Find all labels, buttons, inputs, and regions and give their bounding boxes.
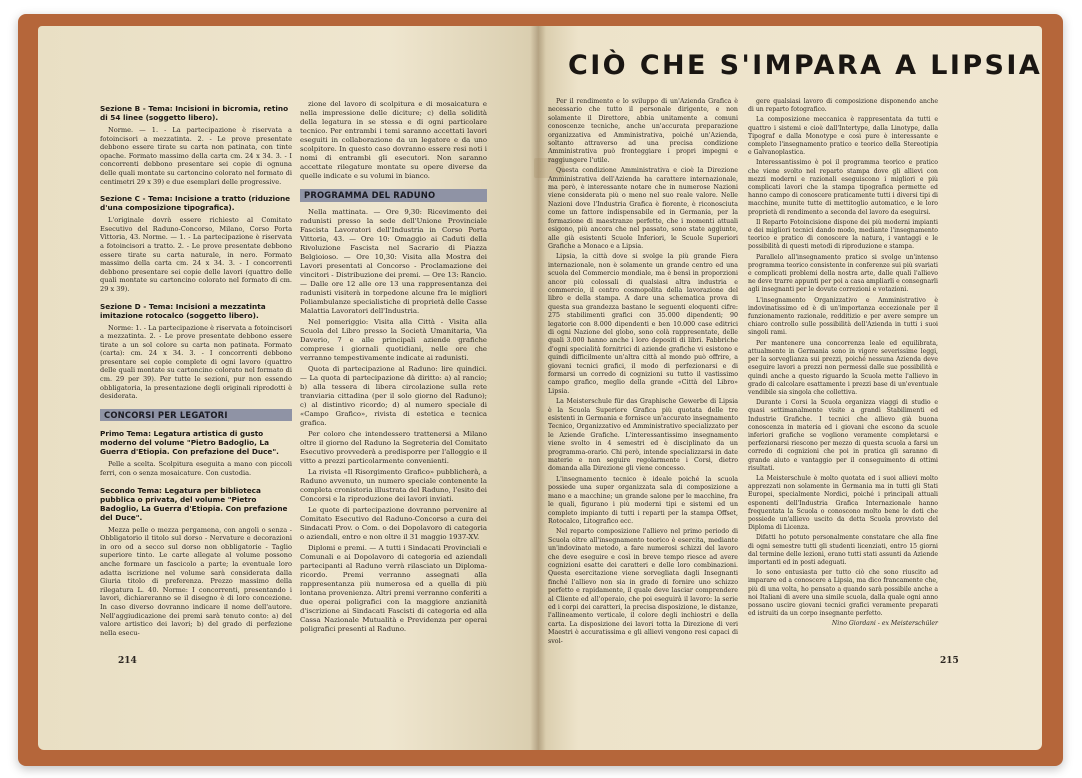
paragraph: Pelle a scelta. Scolpitura eseguita a mano con piccoli ferri, con o senza mosaicature. Con custodia.	[100, 460, 292, 478]
paragraph: Nella mattinata. — Ore 9,30: Ricevimento dei radunisti presso la sede dell'Unione Provinciale Fascista Lavoratori dell'Industria in Corso Porta Vittoria, 43. — Ore 10: Omaggio ai Caduti della Rivoluzione Fascista nel Sacrario di Piazza Belgioioso. — Ore 10,30: Visita alla Mostra dei Lavori presentati al Concorso - Proclamazione dei vincitori - Distribuzione dei premi. — Ore 13: Rancio. — Dalle ore 12 alle ore 13 una rappresentanza dei radunisti visiterà in torpedone alcune fra le migliori Poliambulanze specialistiche di proprietà delle Casse Malattia Lavoratori dell'Industria.	[300, 208, 487, 315]
paragraph: Mezza pelle o mezza pergamena, con angoli o senza - Obbligatorio il titolo sul dorso - Nervature e decorazioni in oro od a secco sul dorso non obbligatorie - Taglio superiore tinto. Le carte allegate al volume possono anche formare un fascicolo a parte; la eventuale loro adatta iscrizione nel volume sarà considerata dalla Giuria titolo di preferenza. Prezzo massimo della rilegatura L. 40. Norme: I concorrenti, presentando i lavori, dichiareranno se il disegno è di loro concezione. In caso diverso dovranno indicare il nome dell'autore. Nell'aggiudicazione dei premi sarà tenuto conto: a) del valore artistico dei lavori; b) del grado di perfezione nella esecu-	[100, 525, 292, 637]
page-number-left: 214	[118, 656, 137, 666]
paragraph: Per il rendimento e lo sviluppo di un'Azienda Grafica è necessario che tutto il personale dirigente, e non solamente il Direttore, abbia unitamente a comuni conoscenze tecniche, anche un'accurata preparazione organizzativa ed Amministrativa, poiché un'Azienda, soltanto attraverso ad una precisa condizione Amministrativa può fronteggiare i propri impegni e raggiungere l'utile.	[548, 98, 738, 164]
paragraph: Le quote di partecipazione dovranno pervenire al Comitato Esecutivo del Raduno-Concorso a cura dei Sindacati Prov. o Com. o dei Dopolavoro di categoria o aziendali, entro e non oltre il 31 maggio 1937-XV.	[300, 506, 487, 541]
paragraph: Lipsia, la città dove si svolge la più grande Fiera internazionale, non è solamente un grande centro ed una scuola del Commercio mondiale, ma è bensì in proporzioni ancor più colossali di qualsiasi altra industria e commercio, il centro cosmopolita della lavorazione del libro e della stampa. A dare una schematica prova di questa sua grandezza bastano le seguenti eloquenti cifre: 275 stabilimenti grafici con 35.000 dipendenti; 90 legatorie con 8.000 dipendenti e ben 10.000 case editrici di ogni Nazione del globo, sono colà rappresentate, delle quali 3.000 hanno anche i loro depositi di libri. Fabbriche d'ogni specialità fornitrici di aziende grafiche vi esistono e quindi difficilmente un'altra città al mondo può offrire, a giovani tecnici grafici, il modo di perfezionarsi e di formarsi un corredo di cognizioni su tutto il vastissimo campo grafico, meglio della grande «Città del Libro» Lipsia.	[548, 253, 738, 395]
section-heading: Secondo Tema: Legatura per biblioteca pubblica o privata, del volume "Pietro Badoglio, La Guerra d'Etiopia. Con prefazione del Duce".	[100, 485, 288, 522]
section-heading: Sezione C - Tema: Incisione a tratto (riduzione d'una composizione tipografica).	[100, 194, 291, 213]
paragraph: Durante i Corsi la Scuola organizza viaggi di studio e quasi settimanalmente visite a grandi Stabilimenti ed Industrie Grafiche. I tecnici che allievo già buona conoscenza in materia ed i giovani che escono da scuole inferiori grafiche se vogliono veramente completarsi e perfezionarsi riescono per mezzo di questa scuola a farsi un corredo di cognizioni che poi in pratica gli saranno di grande aiuto e vantaggio per il conseguimento di ottimi risultati.	[748, 399, 938, 472]
paragraph: Interessantissimo è poi il programma teorico e pratico che viene svolto nel reparto stampa dove gli allievi con mezzi moderni e razionali eseguiscono i migliori e più complicati lavori che la stampa tipografica permette ed hanno campo di conoscere praticamente tutti i diversi tipi di macchine, munite tutte di mettitoglio automatico, e le loro proprietà di rendimento a seconda del lavoro da eseguirsi.	[748, 159, 938, 216]
paragraph: Difatti ho potuto personalmente constatare che alla fine di ogni semestre tutti gli studenti licenziati, entro 15 giorni dal termine delle lezioni, erano tutti stati assunti da Aziende importanti ed in posti adeguati.	[748, 534, 938, 566]
left-page-column-1	[100, 96, 292, 639]
paragraph: Diplomi e premi. — A tutti i Sindacati Provinciali e Comunali e ai Dopolavoro di categoria ed aziendali partecipanti al Raduno verrà rilasciato un Diploma-ricordo. Premi verranno assegnati alla rappresentanza più numerosa ed a quella di più lontana provenienza. Altri premi verranno conferiti a due operai poligrafici con la maggiore anzianità d'iscrizione ai Sindacati Fascisti di categoria ed alla Cassa Nazionale Mutualità e Previdenza per operai poligrafici presenti al Raduno.	[300, 544, 487, 633]
paragraph: zione del lavoro di scolpitura e di mosaicatura e nella impressione delle diciture; c) della solidità della legatura in se stessa e di ogni particolare tecnico. Per entrambi i temi saranno accettati lavori eseguiti in collaborazione da un legatore e da uno scolpitore. In questo caso dovranno essere resi noti i nomi di entrambi gli esecutori. Non saranno accettate rilegature montate su opere diverse da quelle indicate e su volumi in bianco.	[300, 100, 487, 180]
paragraph: La Meisterschule für das Graphische Gewerbe di Lipsia è la Scuola Superiore Grafica più quotata delle tre esistenti in Germania e fornisce un'accurato insegnamento Tecnico, Organizzativo ed Amministrativo specializzato per le Aziende Grafiche. L'interessantissimo insegnamento viene svolto in 4 semestri ed è disciplinato da un programma-orario. Chi però, intende specializzarsi in date materie e non seguire regolarmente i Corsi, dietro domanda alla Direzione gli viene concesso.	[548, 398, 738, 473]
paragraph: gere qualsiasi lavoro di composizione disponendo anche di un reparto fotografico.	[748, 98, 938, 114]
paragraph: Norme: 1. - La partecipazione è riservata a fotoincisori a mezzatinta. 2. - Le prove presentate debbono essere tirate a un sol colore su carta non patinata. Formato (carta): cm. 24 x 34. 3. - I concorrenti debbono presentare sei copie complete di ogni lavoro (quattro delle quali montate su cartoncino colorato nel formato di cm. 29 per 39). Per tutte le sezioni, pur non essendo obbligatoria, la presentazione degli originali riprodotti è desiderata.	[100, 323, 292, 401]
paragraph: La Meisterschule è molto quotata ed i suoi allievi molto apprezzati non solamente in Germania ma in tutti gli Stati Europei, specialmente Nordici, poiché i principali attuali esponenti dell'Industria Grafica Internazionale hanno frequentata la Scuola o conoscono molto bene le doti che possiede un'allievo uscito da detta Scuola provvisto del Diploma di Licenza.	[748, 474, 938, 532]
paragraph: Quota di partecipazione al Raduno: lire quindici. — La quota di partecipazione dà diritto: a) al rancio; b) alla tessera di libera circolazione sulla rete tranviaria cittadina (per il solo giorno del Raduno); c) al distintivo ricordo; d) al numero speciale di «Campo Grafico», rivista di estetica e tecnica grafica.	[300, 365, 487, 427]
paragraph: La composizione meccanica è rappresentata da tutti e quattro i sistemi e cioè dall'Intertype, dalla Linotype, dalla Tipograf e dalla Monotype e così pure è interessante e completo l'insegnamento pratico e teorico della Stereotipia e Galvanoplastica.	[748, 116, 938, 157]
paragraph: Nel reparto composizione l'allievo nel primo periodo di Scuola oltre all'insegnamento teorico è esercita, mediante un'indovinato metodo, a fare numerosi schizzi del lavoro che deve eseguire e così in breve tempo riesce ad avere cognizioni esatte dei caratteri e delle loro combinazioni. Questa esercitazione viene sorvegliata dagli Insegnanti finché l'allievo non sia in grado di fornire uno schizzo perfetto e rapidamente, il quale deve lasciar comprendere al Cliente ed all'operaio, che poi eseguirà il lavoro: la serie ed i corpi dei caratteri, la precisa disposizione, le distanze, l'allineamento verticale, il colore degli inchiostri e della carta. La disposizione dei lavori totta la Direzione di veri Maestri è accuratissima e gli allievi vengono resi capaci di svol-	[548, 528, 738, 645]
paragraph: L'originale dovrà essere richiesto al Comitato Esecutivo del Raduno-Concorso, Milano, Corso Porta Vittoria, 43. Norme. — 1. - La partecipazione è riservata a fotoincisori a tratto. 2. - Le prove presentate debbono essere tirate su carta naturale, in nero. Formato massimo della carta cm. 24 x 34. 3. - I concorrenti debbono presentare sei copie delle lavori (quattro delle quali montate su cartoncino colorato nel formato di cm. 29 x 39).	[100, 216, 292, 293]
paragraph: Questa condizione Amministrativa e cioè la Direzione Amministrativa dell'Azienda ha carattere internazionale, ma però, è interessante notare che in numerose Nazioni viene considerata più o meno nel suo reale valore. Nelle Nazioni dove l'Industria Grafica è fiorente, è riconosciuta come un fattore indispensabile ed in Germania, per la formazione di maestranze perfette, che i momenti attuali esigono, più ancora che nel passato, sono state aggiunte, alle già esistenti Scuole Inferiori, le Scuole Superiori Grafiche a Monaco e a Lipsia.	[548, 167, 738, 250]
paragraph: Il Reparto Fotoincisione dispone dei più moderni impianti e dei migliori tecnici dando modo, mediante l'insegnamento teorico e pratico di conoscere la natura, i vantaggi e le possibilità di questi metodi di riproduzione e stampa.	[748, 218, 938, 251]
author-signature: Nino Giordani - ex Meisterschüler	[831, 620, 938, 628]
section-heading: Sezione B - Tema: Incisioni in bicromia, retino di 54 linee (soggetto libero).	[100, 104, 289, 122]
paragraph: Per coloro che intendessero trattenersi a Milano oltre il giorno del Raduno la Segreteria del Comitato Esecutivo provvederà a predisporre per l'alloggio e il vitto a prezzi particolarmente convenienti.	[300, 430, 487, 465]
paragraph: Io sono entusiasta per tutto ciò che sono riuscito ad imparare ed a conoscere a Lipsia, ma dico francamente che, più di una volta, ho pensato a quando sarà possibile anche a noi Italiani di avere una simile scuola, dalla quale ogni anno possano uscire giovani tecnici grafici veramente preparati ed istruiti da un corpo insegnante perfetto.	[748, 569, 938, 618]
paragraph: Norme. — 1. - La partecipazione è riservata a fotoincisori a mezzatinta. 2. - Le prove presentate debbono essere tirate su carta non patinata, con tinte opache. Formato massimo della carta cm. 24 x 34. 3. - I concorrenti debbono presentare sei copie di ognuna delle quali montate su cartoncino colorato nel formato di centimetri 29 x 39) e due esemplari delle progressive.	[100, 126, 292, 186]
section-band-heading: CONCORSI PER LEGATORI	[100, 409, 292, 422]
paragraph: La rivista «Il Risorgimento Grafico» pubblicherà, a Raduno avvenuto, un numero speciale contenente la completa cronistoria illustrata del Raduno, l'esito dei Concorsi e la riproduzione dei lavori inviati.	[300, 468, 487, 503]
paragraph: L'insegnamento Organizzativo e Amministrativo è indovinatissimo ed è di un'importanza eccezionale per il funzionamento razionale, redditizio e per avere sempre un chiaro controllo sulle possibilità dell'Azienda in tutti i suoi singoli rami.	[748, 296, 938, 337]
page-number-right: 215	[940, 656, 959, 666]
right-page-column-2	[748, 98, 938, 631]
paragraph: Per mantenere una concorrenza leale ed equilibrata, attualmente in Germania sono in vigore severissime leggi, per la sorveglianza sui prezzi, poiché nessuna Azienda deve eseguire lavori a prezzi non permessi dalle sue possibilità e quindi anche a questo riguardo la Scuola mette l'allievo in grado di calcolare esattamente i prezzi base di un'eventuale vendibile sia singola che collettiva.	[748, 339, 938, 396]
paragraph: Parallelo all'insegnamento pratico si svolge un'intenso programma teorico consistente in conferenze sui più svariati e complicati problemi della nostra arte, dalle quali l'allievo ne deve trarre appunti per poi a casa ampliarli e consegnarli agli insegnanti per le dovute correzioni e votazioni.	[748, 253, 938, 294]
section-heading: Primo Tema: Legatura artistica di gusto moderno del volume "Pietro Badoglio, La Guerra d'Etiopia. Con prefazione del Duce".	[100, 429, 279, 457]
book-gutter	[530, 26, 546, 750]
section-band-heading: PROGRAMMA DEL RADUNO	[300, 189, 487, 202]
article-title: CIÒ CHE S'IMPARA A LIPSIA	[568, 50, 1043, 81]
right-page-column-1	[548, 98, 738, 648]
paragraph: Nel pomeriggio: Visita alla Città - Visita alla Scuola del Libro presso la Società Umanitaria, Via Daverio, 7 e alle principali aziende grafiche comprese i giornali quotidiani, nelle ore che verranno tempestivamente indicate ai radunisti.	[300, 318, 487, 362]
paragraph: L'insegnamento tecnico è ideale poiché la scuola possiede una super organizzata sala di composizione a mano e a macchine; un grande salone per le macchine, fra le quali, figurano i più moderni tipi e sistemi ed un completo impianto di tutti i reparti per la stampa Offset, Rotocalco, Litografico ecc.	[548, 475, 738, 525]
left-page-column-2	[300, 100, 487, 636]
section-heading: Sezione D - Tema: Incisioni a mezzatinta imitazione rotocalco (soggetto libero).	[100, 301, 266, 320]
